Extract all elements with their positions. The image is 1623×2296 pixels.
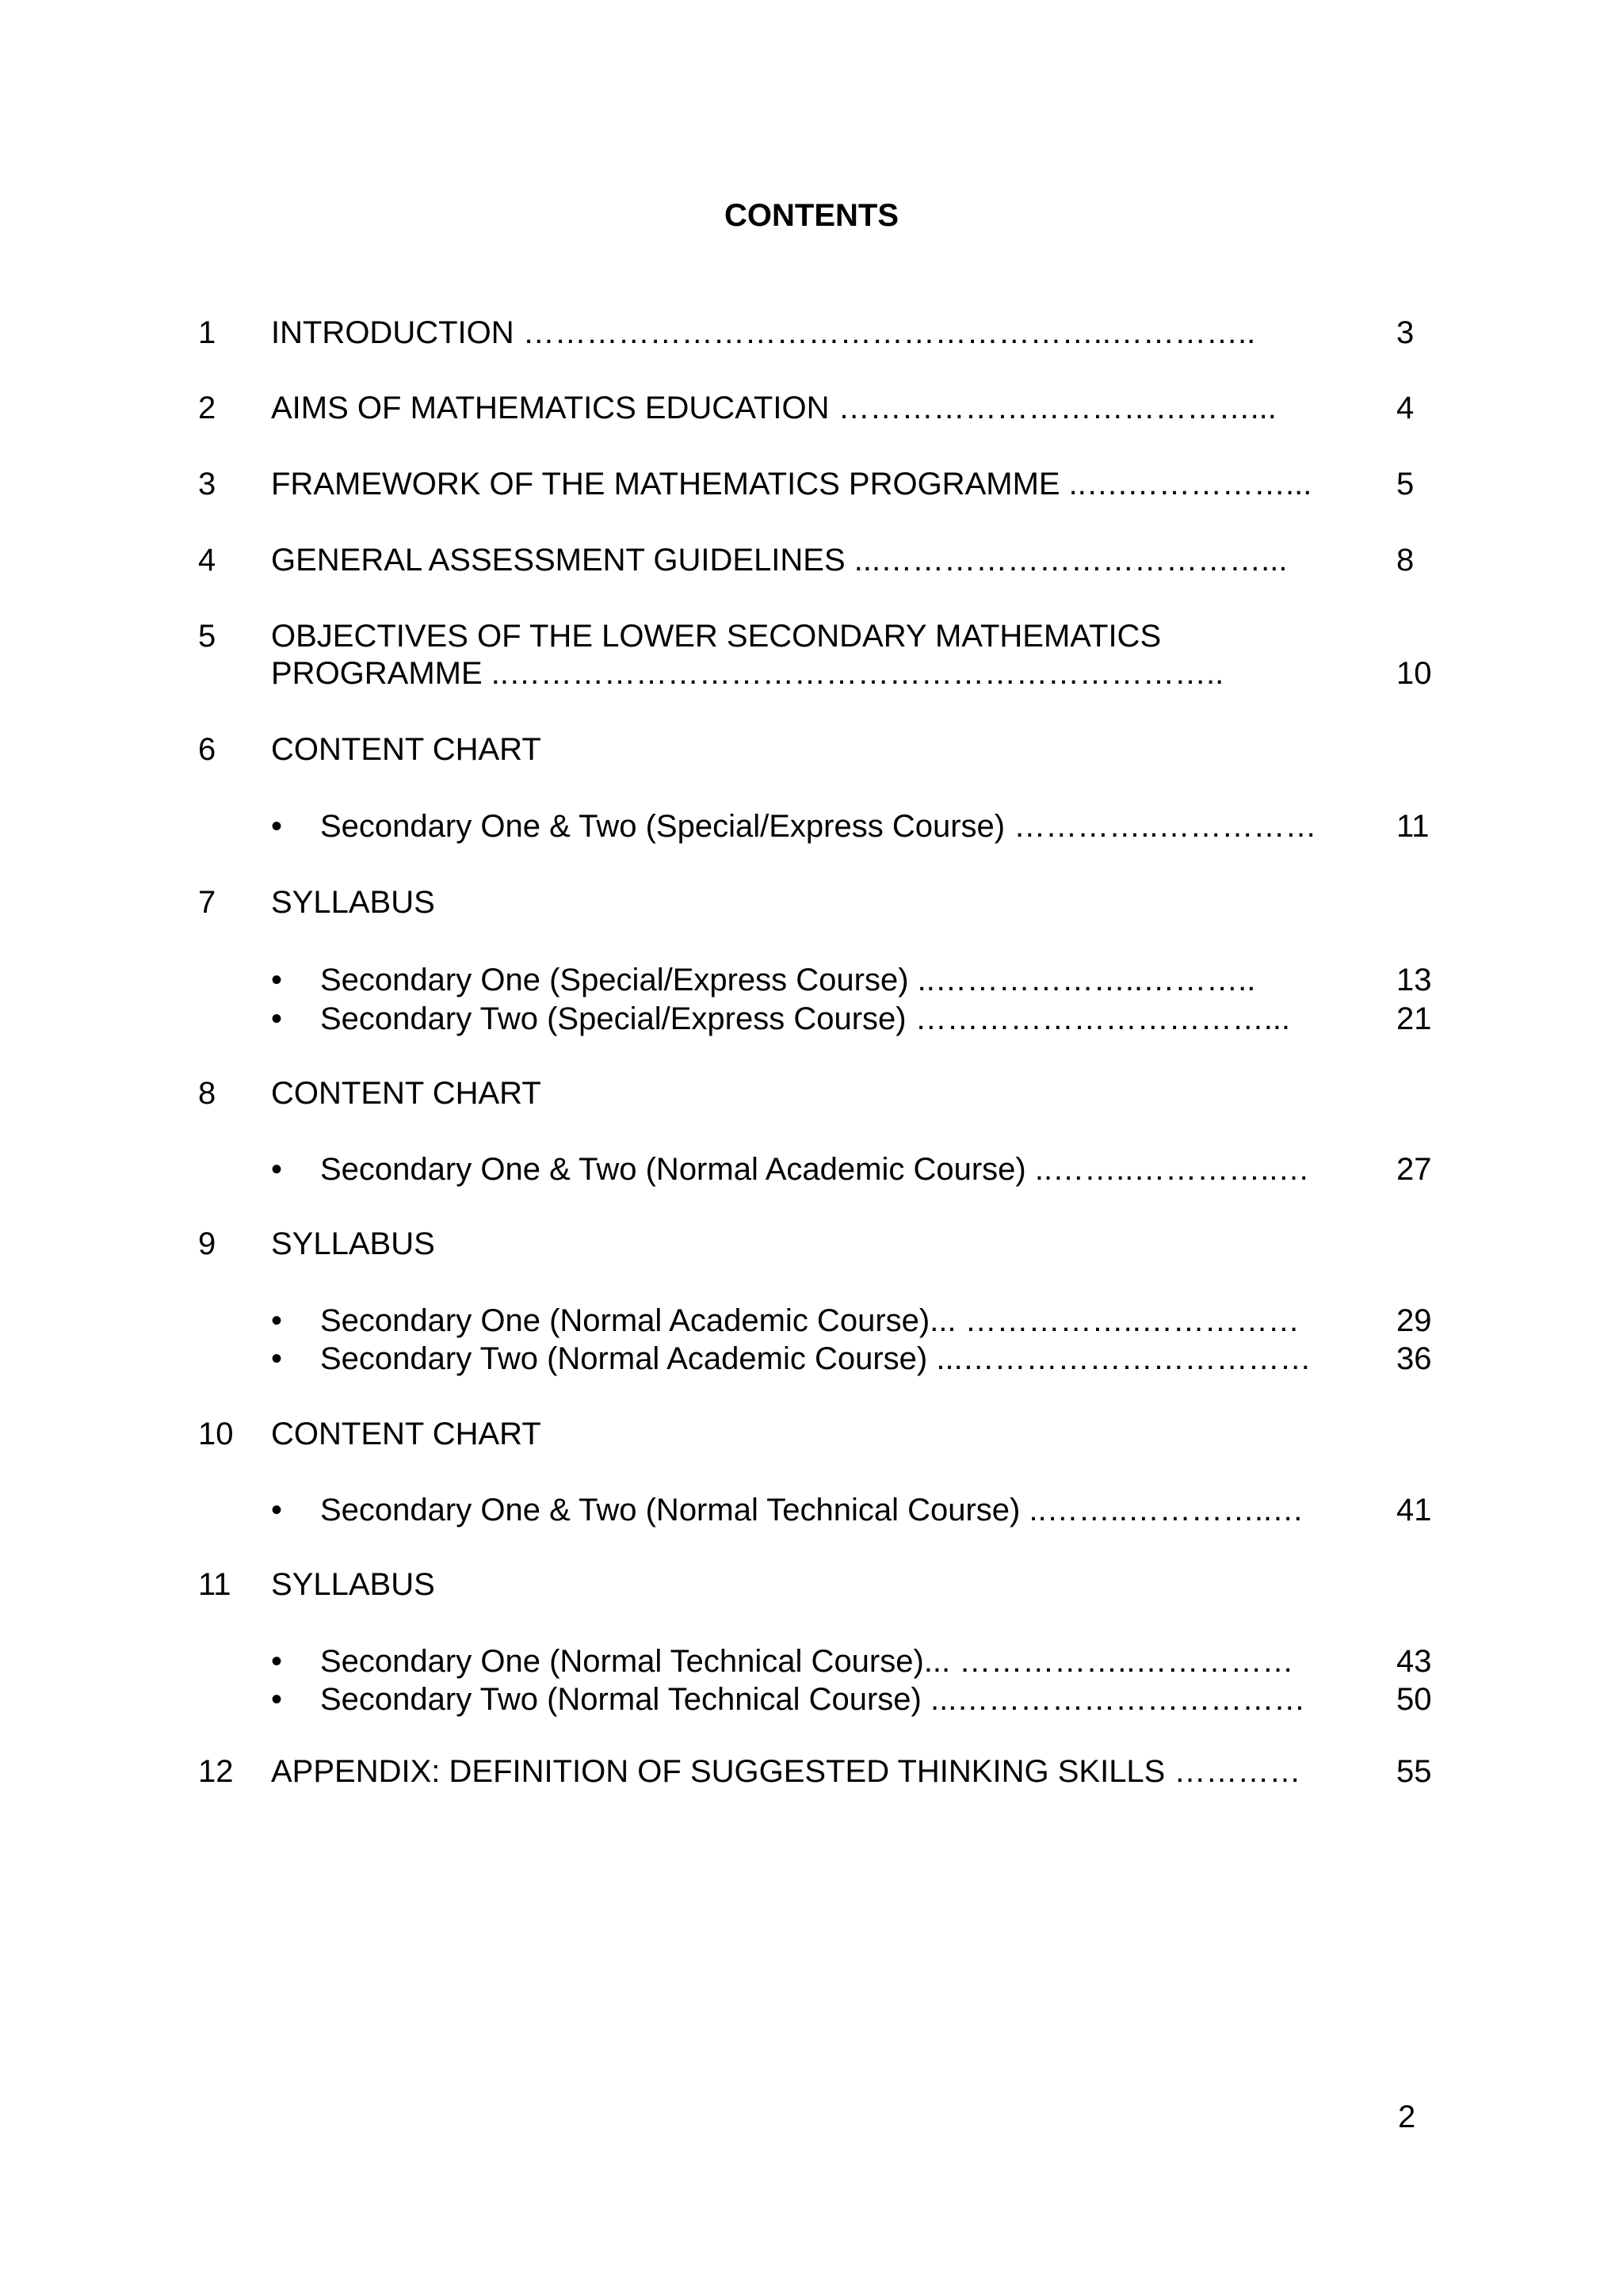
toc-entry-number: 3	[198, 467, 216, 502]
toc-entry-title: SYLLABUS	[271, 885, 435, 920]
toc-entry-number: 7	[198, 885, 216, 920]
toc-entry-number: 4	[198, 543, 216, 578]
toc-entry-page: 50	[1396, 1682, 1432, 1717]
toc-subentry-title: Secondary Two (Normal Technical Course) ...……………………………	[320, 1682, 1306, 1717]
toc-entry-page: 21	[1396, 1001, 1432, 1036]
toc-entry-number: 1	[198, 315, 216, 350]
toc-entry-title: CONTENT CHART	[271, 732, 541, 767]
toc-entry-page: 8	[1396, 543, 1415, 578]
toc-entry-number: 5	[198, 619, 216, 654]
toc-entry-title: SYLLABUS	[271, 1226, 435, 1261]
toc-entry-number: 9	[198, 1226, 216, 1261]
toc-entry-page: 55	[1396, 1754, 1432, 1789]
bullet-icon: •	[271, 963, 283, 997]
toc-entry-title: FRAMEWORK OF THE MATHEMATICS PROGRAMME ..….……………...	[271, 467, 1312, 502]
toc-entry-title: AIMS OF MATHEMATICS EDUCATION …………………………………...	[271, 391, 1277, 425]
bullet-icon: •	[271, 1644, 283, 1679]
bullet-icon: •	[271, 1341, 283, 1376]
bullet-icon: •	[271, 809, 283, 844]
toc-entry-title: SYLLABUS	[271, 1567, 435, 1602]
bullet-icon: •	[271, 1493, 283, 1527]
toc-entry-title: GENERAL ASSESSMENT GUIDELINES ...………………………………...	[271, 543, 1288, 578]
toc-entry-page: 13	[1396, 963, 1432, 997]
toc-entry-number: 12	[198, 1754, 234, 1789]
toc-subentry-title: Secondary Two (Normal Academic Course) ...……………………………	[320, 1341, 1312, 1376]
toc-subentry-title: Secondary One (Special/Express Course) ..………………..………..	[320, 963, 1256, 997]
toc-entry-title-line2: PROGRAMME ..…………………………………………………………..	[271, 656, 1224, 691]
bullet-icon: •	[271, 1152, 283, 1187]
toc-entry-title: CONTENT CHART	[271, 1076, 541, 1111]
toc-entry-page: 41	[1396, 1493, 1432, 1527]
bullet-icon: •	[271, 1303, 283, 1338]
toc-entry-page: 5	[1396, 467, 1415, 502]
toc-entry-title: APPENDIX: DEFINITION OF SUGGESTED THINKING SKILLS …………	[271, 1754, 1301, 1789]
footer-page-number: 2	[1398, 2100, 1416, 2134]
toc-subentry-title: Secondary Two (Special/Express Course) ……………………………...	[320, 1001, 1291, 1036]
toc-entry-title-line1: OBJECTIVES OF THE LOWER SECONDARY MATHEMATICS	[271, 619, 1162, 654]
bullet-icon: •	[271, 1682, 283, 1717]
toc-entry-number: 8	[198, 1076, 216, 1111]
toc-subentry-title: Secondary One & Two (Normal Technical Course) ..……..…………..…	[320, 1493, 1304, 1527]
toc-entry-page: 27	[1396, 1152, 1432, 1187]
toc-subentry-title: Secondary One (Normal Academic Course)... ……………..……………	[320, 1303, 1300, 1338]
toc-entry-page: 3	[1396, 315, 1415, 350]
toc-entry-number: 10	[198, 1417, 234, 1451]
toc-entry-number: 6	[198, 732, 216, 767]
toc-entry-number: 2	[198, 391, 216, 425]
toc-entry-page: 11	[1396, 809, 1430, 844]
toc-entry-title: INTRODUCTION ………………………………………………..…………..	[271, 315, 1256, 350]
toc-entry-title: CONTENT CHART	[271, 1417, 541, 1451]
toc-entry-page: 4	[1396, 391, 1415, 425]
page-title: CONTENTS	[724, 198, 899, 233]
toc-subentry-title: Secondary One & Two (Special/Express Course) …………..……………	[320, 809, 1317, 844]
toc-entry-page: 36	[1396, 1341, 1432, 1376]
bullet-icon: •	[271, 1001, 283, 1036]
toc-entry-page: 29	[1396, 1303, 1432, 1338]
toc-entry-page: 10	[1396, 656, 1432, 691]
toc-subentry-title: Secondary One & Two (Normal Academic Course) ..……..…………..…	[320, 1152, 1310, 1187]
toc-entry-number: 11	[198, 1567, 231, 1602]
toc-subentry-title: Secondary One (Normal Technical Course)... ……………..……………	[320, 1644, 1294, 1679]
toc-entry-page: 43	[1396, 1644, 1432, 1679]
